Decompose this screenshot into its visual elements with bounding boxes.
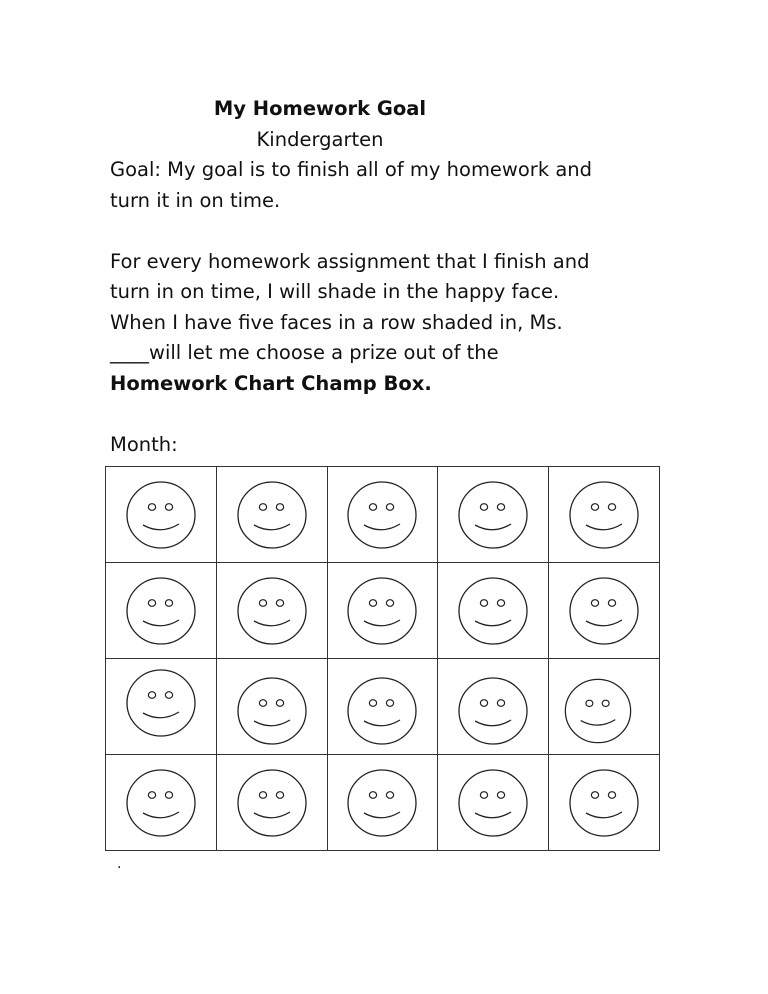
instruction-line-5: [110, 369, 670, 400]
smiley-face-icon: [121, 477, 201, 553]
smiley-face-icon: [121, 573, 201, 649]
smiley-face-icon: [453, 669, 533, 745]
grade-subtitle: Kindergarten: [256, 127, 384, 151]
smiley-face-icon: [232, 669, 312, 745]
face-cell[interactable]: [438, 659, 549, 755]
chart-row: [106, 755, 660, 851]
prize-box-period: .: [424, 371, 432, 395]
instruction-line-4: ____will let me choose a prize out of the: [110, 341, 499, 364]
smiley-face-icon: [342, 669, 422, 745]
face-cell[interactable]: [549, 467, 660, 563]
instruction-line-3: When I have five faces in a row shaded in, Ms.: [110, 310, 563, 334]
face-cell[interactable]: [216, 659, 327, 755]
face-cell[interactable]: [549, 563, 660, 659]
goal-line-2: turn it in on time.: [110, 188, 281, 212]
face-cell[interactable]: [327, 659, 438, 755]
paragraph-gap: [110, 399, 670, 430]
smiley-face-icon: [564, 573, 644, 649]
face-cell[interactable]: [327, 755, 438, 851]
face-cell[interactable]: [216, 563, 327, 659]
smiley-face-icon: [564, 477, 644, 553]
face-cell[interactable]: [106, 659, 217, 755]
chart-row: [106, 467, 660, 563]
face-cell[interactable]: [549, 659, 660, 755]
smiley-face-icon: [564, 669, 644, 745]
face-cell[interactable]: [106, 467, 217, 563]
face-cell[interactable]: [438, 755, 549, 851]
smiley-face-icon: [121, 669, 201, 745]
face-cell[interactable]: [327, 563, 438, 659]
footer-mark: .: [117, 856, 122, 872]
smiley-face-icon: [564, 765, 644, 841]
smiley-face-icon: [232, 477, 312, 553]
smiley-face-icon: [342, 765, 422, 841]
face-cell[interactable]: [216, 755, 327, 851]
smiley-face-icon: [342, 573, 422, 649]
goal-line-1: Goal: My goal is to finish all of my homework and: [110, 158, 593, 181]
smiley-face-icon: [453, 765, 533, 841]
instruction-line-1: For every homework assignment that I finish and: [110, 249, 590, 273]
smiley-face-icon: [453, 477, 533, 553]
smiley-face-icon: [453, 573, 533, 649]
month-label: Month:: [110, 432, 178, 456]
smiley-face-icon: [232, 573, 312, 649]
smiley-face-icon: [342, 477, 422, 553]
prize-box-name: Homework Chart Champ Box: [110, 371, 425, 395]
chart-row: [106, 563, 660, 659]
face-cell[interactable]: [106, 755, 217, 851]
worksheet-text: [110, 94, 670, 460]
face-cell[interactable]: [216, 467, 327, 563]
paragraph-gap: [110, 216, 670, 247]
smiley-face-icon: [232, 765, 312, 841]
face-cell[interactable]: [106, 563, 217, 659]
face-cell[interactable]: [438, 467, 549, 563]
instruction-line-2: turn in on time, I will shade in the happy face.: [110, 280, 560, 303]
face-cell[interactable]: [327, 467, 438, 563]
face-cell[interactable]: [549, 755, 660, 851]
chart-row: [106, 659, 660, 755]
page-title: My Homework Goal: [213, 97, 427, 120]
smiley-face-icon: [121, 765, 201, 841]
face-cell[interactable]: [438, 563, 549, 659]
homework-face-chart: [105, 466, 660, 851]
